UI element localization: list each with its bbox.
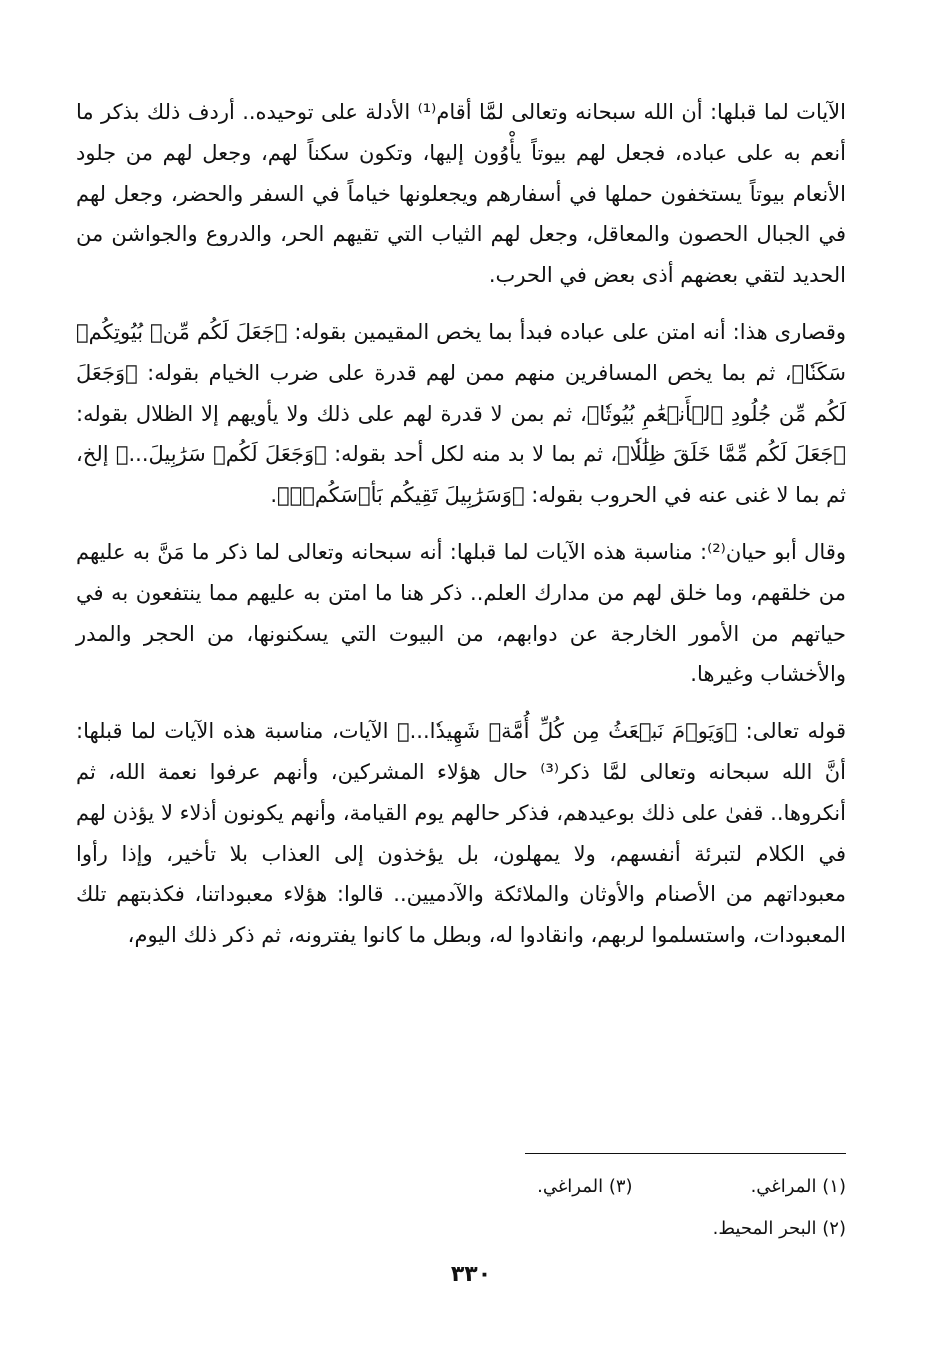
footnote-row [120,1166,846,1208]
body-text [76,92,846,956]
footnote-separator [525,1153,846,1154]
page-number: ٣٣٠ [450,1262,492,1287]
paragraph-4: قوله تعالى: ﴿وَيَوۡمَ نَبۡعَثُ مِن كُلِّ أُمَّةٖ شَهِيدٗا...﴾ الآيات، مناسبة هذه الآيات لما قبلها: أنَّ الله سبحانه وتعالى لمَّا ذكر⁽³⁾ حال هؤلاء المشركين، وأنهم عرفوا نعمة الله، ثم أنكروها.. قفىٰ على ذلك بوعيدهم، فذكر حالهم يوم القيامة، وأنهم يكونون أذلاء لا يؤذن لهم في الكلام لتبرئة أنفسهم، ولا يمهلون، بل يؤخذون إلى العذاب بلا تأخير، وإذا رأوا معبوداتهم من الأصنام والأوثان والملائكة والآدميين.. قالوا: هؤلاء معبوداتنا، فكذبتهم تلك المعبودات، واستسلموا لربهم، وانقادوا له، وبطل ما كانوا يفترونه، ثم ذكر ذلك اليوم، [76,719,847,948]
footnote-row [120,1208,846,1250]
paragraph-2: وقصارى هذا: أنه امتن على عباده فبدأ بما يخص المقيمين بقوله: ﴿جَعَلَ لَكُم مِّنۢ بُيُوتِكُمۡ سَكَنٗا﴾، ثم بما يخص المسافرين منهم ممن لهم قدرة على ضرب الخيام بقوله: ﴿وَجَعَلَ لَكُم مِّن جُلُودِ ٱلۡأَنۡعَٰمِ بُيُوتٗا﴾، ثم بمن لا قدرة لهم على ذلك ولا يأويهم إلا الظلال بقوله: ﴿جَعَلَ لَكُم مِّمَّا خَلَقَ ظِلَٰلٗا﴾، ثم بما لا بد منه لكل أحد بقوله: ﴿وَجَعَلَ لَكُمۡ سَرَٰبِيلَ...﴾ إلخ، ثم بما لا غنى عنه في الحروب بقوله: ﴿وَسَرَٰبِيلَ تَقِيكُم بَأۡسَكُمۡۚ﴾. [76,319,846,508]
footnote-2: (٢) البحر المحيط. [712,1218,846,1239]
footnote-3: (٣) المراغي. [537,1176,633,1197]
paragraph-1: الآيات لما قبلها: أن الله سبحانه وتعالى لمَّا أقام⁽¹⁾ الأدلة على توحيده.. أردف ذلك بذكر ما أنعم به على عباده، فجعل لهم بيوتاً يأْوُون إليها، وتكون سكناً لهم، وجعل لهم من جلود الأنعام بيوتاً يستخفون حملها في أسفارهم ويجعلونها خياماً في السفر والحضر، وجعل لهم في الجبال الحصون والمعاقل، وجعل لهم الثياب التي تقيهم الحر، والدروع والجواشن من الحديد لتقي بعضهم أذى بعض في الحرب. [76,100,846,288]
footnotes [120,1166,846,1250]
footnote-1: (١) المراغي. [750,1176,846,1197]
paragraph-3: وقال أبو حيان⁽²⁾: مناسبة هذه الآيات لما قبلها: أنه سبحانه وتعالى لما ذكر ما مَنَّ به عليهم من خلقهم، وما خلق لهم من مدارك العلم.. ذكر هنا ما امتن به عليهم مما ينتفعون به في حياتهم من الأمور الخارجة عن دوابهم، من البيوت التي يسكنونها، من الحجر والمدر والأخشاب وغيرها. [76,539,847,687]
